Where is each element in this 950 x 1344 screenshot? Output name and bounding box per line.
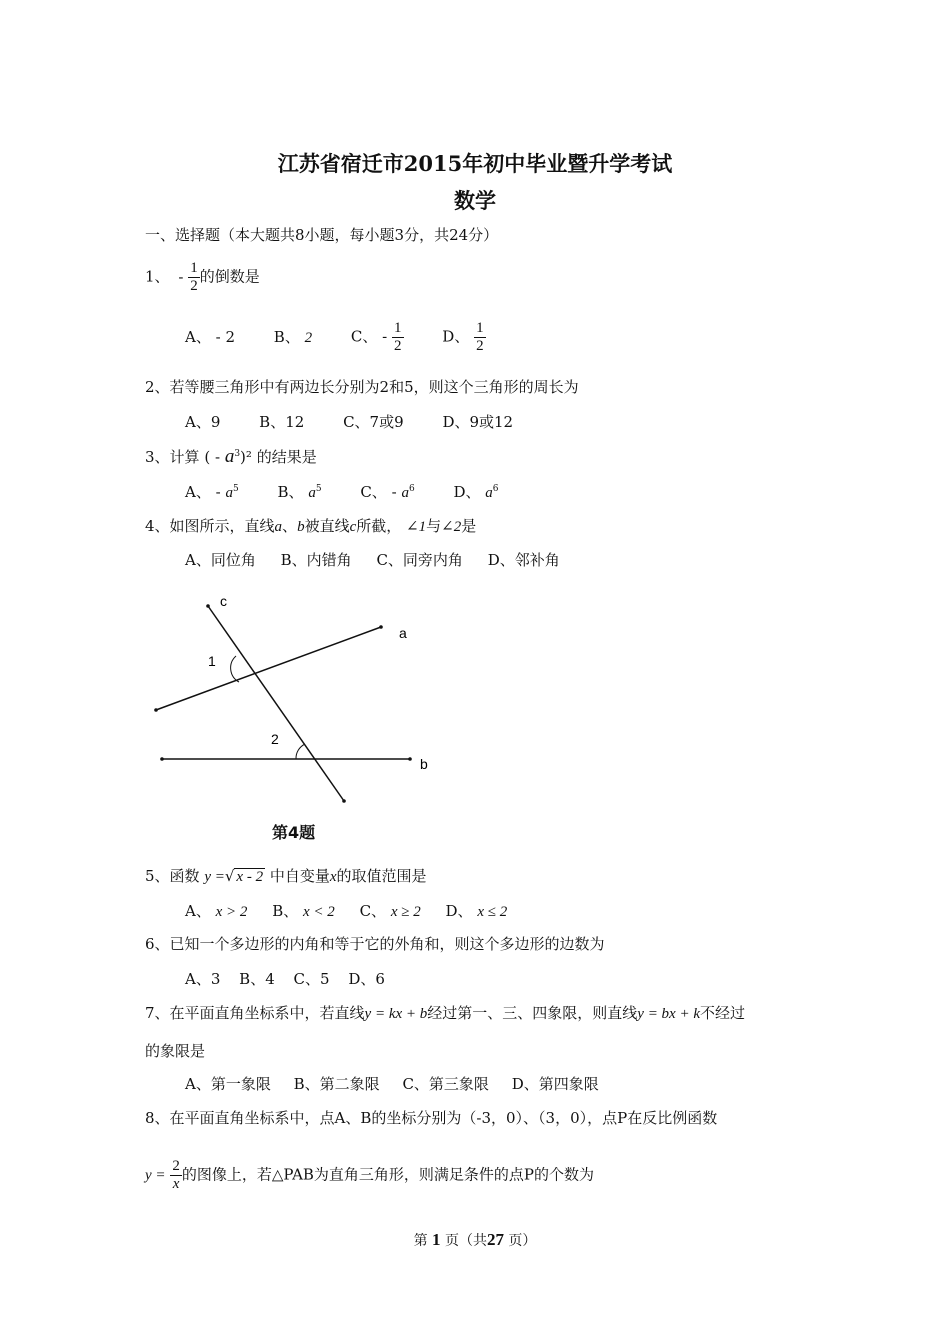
q4-and: 与 <box>426 517 442 535</box>
q4-mid2: 所截， <box>356 517 402 535</box>
q7-options <box>185 1073 617 1094</box>
q7-option-d: D、第四象限 <box>511 1075 599 1093</box>
q3-option-d-label: D、 <box>453 483 481 501</box>
line-c-end-dot <box>342 799 346 803</box>
q1-option-b-label: B、 <box>273 327 300 346</box>
q1-option-a-value: - 2 <box>215 327 236 346</box>
label-a: a <box>399 625 407 641</box>
q6-option-b: B、4 <box>239 970 275 988</box>
question-1 <box>145 260 260 295</box>
q1-number: 1、 <box>145 267 170 286</box>
line-b-end-dot <box>160 757 164 761</box>
q5-option-c-expr: x ≥ 2 <box>390 904 421 920</box>
q1-options <box>185 320 520 355</box>
q7-line2: 的象限是 <box>145 1042 206 1060</box>
q5-prefix: 5、函数 <box>145 867 200 885</box>
q3-option-b <box>278 481 322 502</box>
q3-prefix: 3、计算 <box>145 448 200 466</box>
question-6: 6、已知一个多边形的内角和等于它的外角和，则这个多边形的边数为 <box>145 935 605 953</box>
q3-option-b-var: a <box>308 485 316 501</box>
q3-option-d <box>453 481 498 502</box>
q1-option-d-fraction <box>474 320 486 355</box>
q1-option-c-sign: - <box>382 327 388 346</box>
q3-option-c <box>360 481 414 502</box>
q8-frac-num: 2 <box>172 1158 180 1174</box>
q1-option-d-den: 2 <box>476 338 484 354</box>
q1-option-c <box>351 320 404 355</box>
question-3 <box>145 446 317 468</box>
q3-option-a-label: A、 <box>185 483 211 501</box>
q3-option-c-label: C、 <box>360 483 387 501</box>
line-a <box>156 627 381 710</box>
q2-option-a: A、9 <box>185 413 221 431</box>
line-c-end-dot <box>206 604 210 608</box>
q3-options <box>185 481 533 502</box>
q1-option-a <box>185 326 235 347</box>
q5-option-a-expr: x > 2 <box>215 904 248 920</box>
q3-option-b-exp: 5 <box>315 484 322 494</box>
q4-var-a: a <box>274 519 283 535</box>
q2-option-c: C、7或9 <box>343 413 404 431</box>
line-a-end-dot <box>154 708 158 712</box>
q4-figure <box>140 578 460 848</box>
q7-eq1: y = kx + b <box>364 1006 428 1022</box>
q8-fraction <box>170 1158 182 1193</box>
q8-func-lhs: y = <box>145 1167 166 1184</box>
q4-option-d: D、邻补角 <box>487 551 560 569</box>
q4-suffix: 是 <box>461 517 477 535</box>
q1-option-d-label: D、 <box>442 327 470 346</box>
q1-option-c-label: C、 <box>350 327 378 346</box>
q5-func-radicand: x - 2 <box>236 869 264 885</box>
q4-option-a: A、同位角 <box>185 551 256 569</box>
footer-pre: 第 <box>413 1233 428 1249</box>
label-angle-1: 1 <box>208 653 216 669</box>
q3-option-b-label: B、 <box>277 483 304 501</box>
q4-prefix: 4、如图所示，直线 <box>145 517 275 535</box>
q3-option-a <box>185 481 239 502</box>
question-8: 8、在平面直角坐标系中，点A、B的坐标分别为（-3，0）、（3，0），点P在反比例函数 <box>145 1109 718 1127</box>
q8-frac-den: x <box>172 1176 180 1192</box>
q8-line2 <box>145 1158 594 1193</box>
q2-options <box>185 411 547 432</box>
q5-option-c-label: C、 <box>359 902 387 920</box>
q4-angle2: ∠2 <box>441 519 462 535</box>
q5-func-lhs: y = <box>204 869 225 885</box>
line-c <box>208 606 344 801</box>
question-2: 2、若等腰三角形中有两边长分别为2和5，则这个三角形的周长为 <box>145 378 579 396</box>
q5-mid: 中自变量 <box>269 867 330 885</box>
q2-option-d: D、9或12 <box>442 413 514 431</box>
footer-mid: 页（共 <box>444 1233 487 1249</box>
q1-tail: 的倒数是 <box>199 267 260 286</box>
q6-option-a: A、3 <box>185 970 221 988</box>
q7-eq2: y = bx + k <box>637 1006 700 1022</box>
q1-frac-den: 2 <box>190 278 198 294</box>
q5-option-c <box>360 900 421 921</box>
angle-1-arc <box>231 656 239 682</box>
question-5: 5、函数 y =√ x - 2 中自变量x的取值范围是 <box>145 867 427 885</box>
q1-option-c-num: 1 <box>394 320 402 336</box>
q4-mid: 被直线 <box>304 517 350 535</box>
q6-options <box>185 968 399 989</box>
q3-option-c-var: a <box>401 485 409 501</box>
question-7 <box>145 1002 745 1023</box>
q4-option-c: C、同旁内角 <box>376 551 463 569</box>
document-title: 江苏省宿迁市2015年初中毕业暨升学考试 <box>277 151 673 176</box>
q3-option-a-exp: 5 <box>232 484 239 494</box>
q5-option-d <box>446 900 508 921</box>
q7-option-a: A、第一象限 <box>185 1075 271 1093</box>
line-a-end-dot <box>379 625 383 629</box>
q3-expr-exp: 3 <box>234 449 241 459</box>
q5-option-b-expr: x < 2 <box>303 904 335 920</box>
q7-suffix: 不经过 <box>700 1004 746 1022</box>
q5-option-b <box>272 900 335 921</box>
q3-option-c-sign: - <box>391 483 397 501</box>
q3-option-c-exp: 6 <box>408 484 415 494</box>
q3-option-d-exp: 6 <box>492 484 499 494</box>
q3-expr-var: a <box>224 446 235 467</box>
q1-option-a-label: A、 <box>185 327 211 346</box>
question-4 <box>145 515 476 536</box>
q6-option-d: D、6 <box>348 970 385 988</box>
q1-option-c-fraction <box>392 320 404 355</box>
page-total: 27 <box>486 1230 504 1249</box>
q5-var: x <box>329 869 337 885</box>
q1-frac-num: 1 <box>190 260 198 276</box>
q3-expr-open: ( - <box>204 448 221 466</box>
q5-option-a <box>185 900 247 921</box>
q5-option-a-label: A、 <box>185 902 211 920</box>
q2-option-b: B、12 <box>259 413 305 431</box>
q7-option-c: C、第三象限 <box>402 1075 489 1093</box>
q4-var-b: b <box>297 519 305 535</box>
q8-line2-text: 的图像上，若△PAB为直角三角形，则满足条件的点P的个数为 <box>181 1165 595 1184</box>
q7-option-b: B、第二象限 <box>293 1075 380 1093</box>
label-angle-2: 2 <box>271 731 279 747</box>
label-b: b <box>420 756 428 772</box>
footer-post: 页） <box>508 1233 537 1249</box>
q4-figure-caption: 第4题 <box>272 823 316 842</box>
q1-option-d <box>442 320 485 355</box>
q7-mid: 经过第一、三、四象限，则直线 <box>427 1004 638 1022</box>
q4-option-b: B、内错角 <box>280 551 352 569</box>
q1-option-c-den: 2 <box>394 338 402 354</box>
q1-option-d-num: 1 <box>476 320 484 336</box>
page-footer <box>0 1230 950 1250</box>
q5-option-b-label: B、 <box>272 902 299 920</box>
q5-options <box>185 900 527 921</box>
q4-angle1: ∠1 <box>406 519 427 535</box>
q4-options <box>185 549 580 570</box>
q1-option-b-value: 2 <box>304 329 313 346</box>
line-b-end-dot <box>408 757 412 761</box>
q3-option-a-sign: - <box>215 483 221 501</box>
section-heading: 一、选择题（本大题共8小题，每小题3分，共24分） <box>145 226 499 244</box>
page-number: 1 <box>432 1230 441 1249</box>
q5-suffix: 的取值范围是 <box>336 867 427 885</box>
q1-fraction <box>188 260 200 295</box>
q3-expr-close: )² <box>240 448 252 466</box>
q1-option-b <box>274 326 312 347</box>
q5-option-d-expr: x ≤ 2 <box>477 904 508 920</box>
q3-suffix: 的结果是 <box>256 448 317 466</box>
q3-option-a-var: a <box>225 485 233 501</box>
q5-option-d-label: D、 <box>445 902 473 920</box>
q6-option-c: C、5 <box>293 970 330 988</box>
q7-prefix: 7、在平面直角坐标系中，若直线 <box>145 1004 365 1022</box>
q4-var-c: c <box>349 519 357 535</box>
subject-title: 数学 <box>454 188 496 213</box>
q1-sign: - <box>178 267 184 286</box>
q3-option-d-var: a <box>485 485 493 501</box>
label-c: c <box>220 593 227 609</box>
q4-sep: 、 <box>282 517 298 535</box>
angle-2-arc <box>296 744 305 759</box>
